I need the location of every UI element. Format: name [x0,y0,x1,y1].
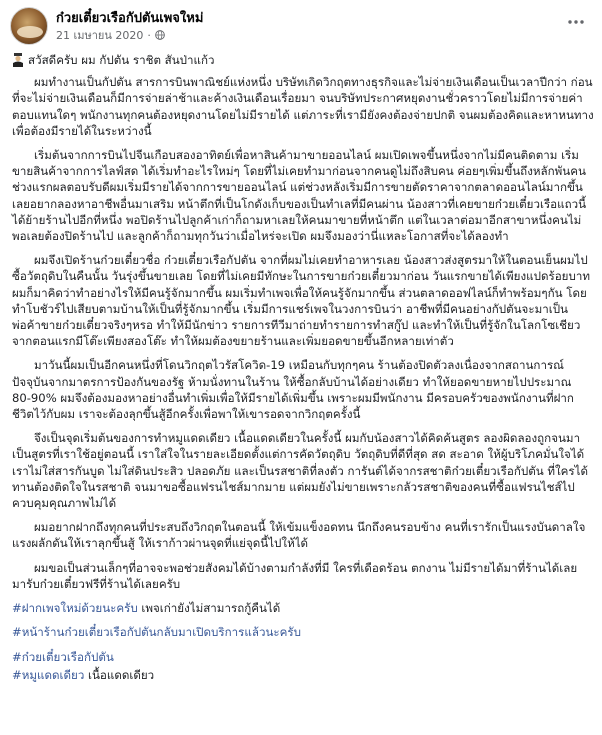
separator-dot: · [147,28,151,42]
page-avatar[interactable] [10,7,48,45]
hashtag-link[interactable]: #ก๋วยเตี๋ยวเรือกัปตัน [12,649,114,664]
post-body [12,52,594,691]
hashtag-line [12,600,594,616]
hashtag-suffix: เพจเก่ายังไม่สามารถกู้คืนได้ [137,601,281,616]
hashtag-line [12,649,594,665]
hashtag-line [12,667,594,683]
post-header [10,6,203,46]
post-paragraph: ผมทำงานเป็นกัปตัน สารการบินพาณิชย์แห่งหนึ่ง บริษัทเกิดวิกฤตทางธุรกิจและไม่จ่ายเงินเดือนเป็นเวลาปีกว่า ก่อนที่จะไม่จ่ายเงินเดือนก็มีการจ่ายล่าช้าและค้างเงินเดือนเรื่อยมา จนบริษัทประกาศหยุดงานชั่วคราวโดยไม่มีการจ่ายค่าตอบแทนใดๆ พนักงานทุกคนต้องหยุดงานโดยไม่มีรายได้ แต่ภาระที่เรามียังคงต้องจ่ายปกติ จนผมต้องคิดและหาหนทางเพื่อต้องมีรายได้ในระหว่างนี้ [12,75,594,138]
post-meta [56,10,203,43]
person-icon [12,53,24,67]
more-options-icon[interactable] [564,12,588,32]
hashtag-suffix: เนื้อแดดเดียว [84,667,155,682]
post-date-link[interactable]: 21 เมษายน 2020 [56,28,144,42]
post-paragraph: ผมขอเป็นส่วนเล็กๆที่อาจจะพอช่วยสังคมได้บ้างตามกำลังที่มี ใครที่เดือดร้อน ตกงาน ไม่มีรายได้มาที่ร้านได้เลย มารับก๋วยเตี๋ยวฟรีที่ร้านได้เลยครับ [12,560,578,591]
greeting-line [12,52,594,68]
globe-icon [155,30,165,40]
page-name-link[interactable]: ก๋วยเตี๋ยวเรือกัปตันเพจใหม่ [56,10,204,26]
hashtag-link[interactable]: #ฝากเพจใหม่ด้วยนะครับ [12,601,138,616]
greeting-text: สวัสดีครับ ผม กัปตัน ราชิต สันป่าแก้ว [28,53,215,67]
post-paragraph: มาวันนี้ผมเป็นอีกคนหนึ่งที่โดนวิกฤตไวรัสโควิด-19 เหมือนกับทุกๆคน ร้านต้องปิดตัวลงเนื่องจากสถานการณ์ปัจจุบันจากมาตรการป้องกันของรัฐ ห้ามนั่งทานในร้าน ให้ซื้อกลับบ้านได้อย่างเดียว ทำให้ยอดขายหายไปประมาณ 80-90% ผมจึงต้องมองหาอย่างอื่นทำเพิ่มเพื่อให้มีรายได้เพิ่มขึ้น เพราะผมมีพนักงาน มีครอบครัวของพนักงานที่ฝากชีวิตไว้กับผม เราจะต้องลุกขึ้นสู้อีกครั้งเพื่อพาให้เขารอดจากวิกฤตครั้งนี้ [12,358,574,422]
hashtag-link[interactable]: #หน้าร้านก๋วยเตี๋ยวเรือกัปตันกลับมาเปิดบริการแล้วนะครับ [12,625,301,640]
post-paragraph: เริ่มต้นจากการบินไปจีนเกือบสองอาทิตย์เพื่อหาสินค้ามาขายออนไลน์ ผมเปิดเพจขึ้นหนึ่งจากไม่มีคนติดตาม เริ่มขายสินค้าจากการไลฟ์สด ได้เริ่มทำอะไรใหม่ๆ โดยที่ไม่เคยทำมาก่อนจากคนดูไม่ถึงสิบคน ค่อยๆเพิ่มขึ้นถึงหลักพันคน ช่วงแรกผลตอบรับดีผมเริ่มมีรายได้จากการขายออนไลน์ แต่ช่วงหลังเริ่มมีการขายตัดราคาจากตลาดออนไลน์มากขึ้น เลยอยากลองหาอาชีพอื่นมาเสริม หน้าตึกที่เป็นโกดังเก็บของเป็นทำเลที่มีคนผ่าน น้องสาวที่เคยขายก๋วยเตี๋ยวเรือแถวนี้ได้ย้ายร้านไปอีกที่หนึ่ง พอปิดร้านไปลูกค้าเก่าก็ถามหาเลยให้คนมาขายที่หน้าตึก แต่ในเวลาต่อมาอีกสาขาหนึ่งคนไม่พอเลยต้องปิดร้านไป และลูกค้าก็ถามทุกวันว่าเมื่อไหร่จะเปิด ผมจึงมองว่านี่แหละโอกาสที่จะได้ลองทำ [12,148,587,244]
hashtag-link[interactable]: #หมูแดดเดียว [12,667,85,682]
post-paragraph: จึงเป็นจุดเริ่มต้นของการทำหมูแดดเดียว เนื้อแดดเดียวในครั้งนี้ ผมกับน้องสาวได้คิดค้นสูตร ลองผิดลองถูกจนมาเป็นสูตรที่เราใช้อยู่ตอนนี้ เราใส่ใจในรายละเอียดตั้งแต่การคัดวัตถุดิบ วัตถุดิบที่ดีที่สุด สด สะอาด ให้ผู้บริโภคมั่นใจได้ เราไม่ใส่สารกันบูด ไม่ใส่ดินประสิว ปลอดภัย และเป็นรสชาติที่ลงตัว การันต์ได้จากรสชาติก๋วยเตี๋ยวเรือกัปตัน ที่ใครได้ทานต้องติดใจในรสชาติ จนมาขอซื้อแฟรนไชส์มากมาย แต่ผมยังไม่ขายเพราะกลัวรสชาติของคนที่ซื้อแฟรนไชส์ไปควบคุมคุณภาพไม่ได้ [12,431,589,511]
hashtag-line [12,624,594,640]
post-paragraph: ผมอยากฝากถึงทุกคนที่ประสบถึงวิกฤตในตอนนี้ ให้เข้มแข็งอดทน นึกถึงคนรอบข้าง คนที่เรารักเป็นแรงบันดาลใจ แรงผลักดันให้เราลุกขึ้นสู้ ให้เราก้าวผ่านจุดที่แย่จุดนี้ไปให้ได้ [12,520,586,551]
post-paragraph: ผมจึงเปิดร้านก๋วยเตี๋ยวชื่อ ก๋วยเตี๋ยวเรือกัปตัน จากที่ผมไม่เคยทำอาหารเลย น้องสาวส่งสูตรมาให้ในตอนเย็นผมไปซื้อวัตถุดิบในคืนนั้น วันรุ่งขึ้นขายเลย โดยที่ไม่เคยมีทักษะในการขายก๋วยเตี๋ยวมาก่อน วันแรกขายได้เพียงแปดร้อยบาท ผมก็มาคิดว่าทำอย่างไรให้มีคนรู้จักมากขึ้น ผมเริ่มทำเพจเพื่อให้คนรู้จักมากขึ้น ส่วนตลาดออฟไลน์ก็ทำพร้อมๆกัน โดยทำโบชัวร์ไปเสียบตามบ้านให้เป็นที่รู้จักมากขึ้น เริ่มมีการแชร์เพจในวงการบินว่า อาชีพที่มีคนอย่างกัปตันจะมาเป็นพ่อค้าขายก๋วยเตี๋ยวจริงๆหรอ ทำให้มีนักข่าว รายการทีวีมาถ่ายทำรายการทำสกู๊ป และทำให้เป็นที่รู้จักในโลกโซเชียว จากตอนแรกมีโต๊ะเพียงสองโต๊ะ ทำให้ผมต้องขยายร้านและเพิ่มยอดขายขึ้นอีกหลายเท่าตัว [12,253,590,349]
post-subline [56,28,203,43]
